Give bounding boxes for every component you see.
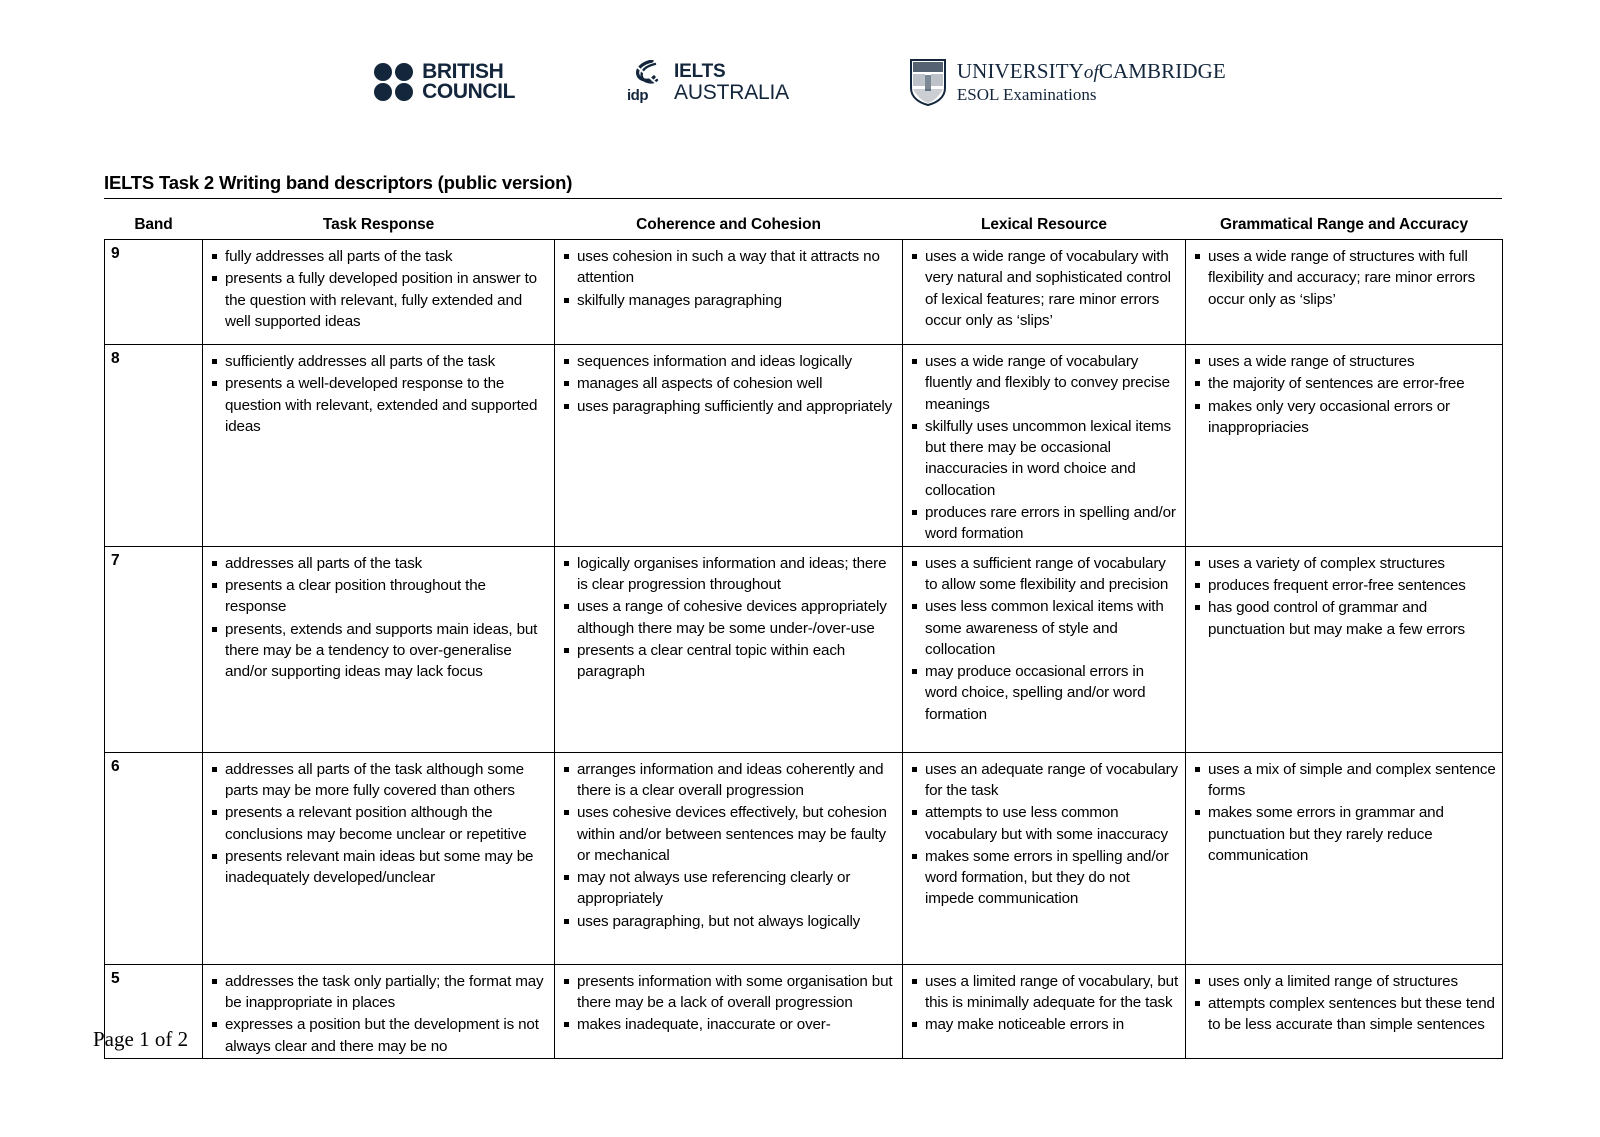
band-score-cell: 6	[105, 752, 203, 964]
descriptor-item: skilfully manages paragraphing	[577, 290, 896, 311]
descriptor-item: presents a fully developed position in answer to the question with relevant, fully extended and well supported ideas	[225, 268, 548, 332]
lexical-resource-list	[903, 753, 1185, 910]
band-score-cell: 9	[105, 240, 203, 345]
task-response-cell	[203, 240, 555, 345]
descriptor-item: uses a variety of complex structures	[1208, 553, 1496, 574]
descriptor-item: presents a well-developed response to the question with relevant, extended and supported ideas	[225, 373, 548, 437]
grammatical-range-cell	[1186, 964, 1503, 1058]
coherence-cohesion-list	[555, 240, 902, 311]
idp-swoosh-icon	[633, 60, 659, 88]
descriptor-item: uses a range of cohesive devices appropriately although there may be some under-/over-use	[577, 596, 896, 639]
logo-bar	[0, 48, 1600, 116]
task-response-list	[203, 753, 554, 889]
descriptor-item: has good control of grammar and punctuation but may make a few errors	[1208, 597, 1496, 640]
title-divider	[104, 198, 1502, 199]
column-header-coherence-cohesion: Coherence and Cohesion	[636, 216, 821, 233]
task-response-cell	[203, 546, 555, 752]
coherence-cohesion-cell	[555, 240, 903, 345]
lexical-resource-list	[903, 547, 1185, 725]
task-response-cell	[203, 345, 555, 547]
descriptor-item: uses a wide range of structures with full flexibility and accuracy; rare minor errors occur only as ‘slips’	[1208, 246, 1496, 310]
table-row	[105, 240, 1503, 345]
descriptor-item: presents a clear central topic within each paragraph	[577, 640, 896, 683]
descriptor-item: addresses all parts of the task although some parts may be more fully covered than others	[225, 759, 548, 802]
grammatical-range-cell	[1186, 546, 1503, 752]
descriptor-item: uses cohesion in such a way that it attracts no attention	[577, 246, 896, 289]
task-response-list	[203, 345, 554, 437]
grammatical-range-list	[1186, 753, 1502, 866]
cambridge-esol-logo	[909, 58, 1226, 106]
descriptor-item: presents, extends and supports main ideas, but there may be a tendency to over-generalise and/or supporting ideas may lack focus	[225, 619, 548, 683]
table-header-row	[105, 216, 1503, 240]
grammatical-range-cell	[1186, 345, 1503, 547]
column-header-task-response: Task Response	[322, 216, 435, 233]
british-council-line2: COUNCIL	[422, 80, 516, 103]
lexical-resource-cell	[903, 964, 1186, 1058]
lexical-resource-list	[903, 965, 1185, 1036]
idp-ielts-australia-logo	[627, 60, 789, 104]
descriptor-item: skilfully uses uncommon lexical items but there may be occasional inaccuracies in word choice and collocation	[925, 416, 1179, 501]
task-response-list	[203, 240, 554, 332]
descriptor-item: sufficiently addresses all parts of the task	[225, 351, 548, 372]
coherence-cohesion-cell	[555, 964, 903, 1058]
idp-mark-icon	[627, 60, 667, 104]
cambridge-shield-icon	[909, 58, 947, 106]
grammatical-range-cell	[1186, 240, 1503, 345]
descriptor-item: uses paragraphing sufficiently and appropriately	[577, 396, 896, 417]
page-title: IELTS Task 2 Writing band descriptors (public version)	[104, 172, 573, 193]
descriptor-item: logically organises information and ideas; there is clear progression throughout	[577, 553, 896, 596]
grammatical-range-list	[1186, 965, 1502, 1036]
task-response-list	[203, 547, 554, 683]
coherence-cohesion-list	[555, 345, 902, 417]
lexical-resource-list	[903, 345, 1185, 545]
descriptor-item: presents a relevant position although the conclusions may become unclear or repetitive	[225, 802, 548, 845]
cambridge-line1	[957, 59, 1226, 85]
descriptor-item: uses a wide range of vocabulary with very natural and sophisticated control of lexical features; rare minor errors occur only as ‘slips’	[925, 246, 1179, 331]
descriptor-item: produces frequent error-free sentences	[1208, 575, 1496, 596]
table-header	[105, 216, 1503, 240]
table-body	[105, 240, 1503, 1059]
coherence-cohesion-cell	[555, 752, 903, 964]
descriptor-item: makes some errors in grammar and punctuation but they rarely reduce communication	[1208, 802, 1496, 866]
british-council-logo	[374, 62, 515, 102]
task-response-cell	[203, 964, 555, 1058]
ielts-australia-wordmark	[674, 61, 789, 103]
coherence-cohesion-list	[555, 753, 902, 932]
descriptor-item: makes only very occasional errors or inappropriacies	[1208, 396, 1496, 439]
lexical-resource-cell	[903, 752, 1186, 964]
british-council-dots-icon	[374, 63, 413, 101]
column-header-grammatical-range: Grammatical Range and Accuracy	[1220, 216, 1468, 233]
ielts-label: IELTS	[674, 61, 726, 82]
descriptor-item: uses paragraphing, but not always logically	[577, 911, 896, 932]
descriptor-item: uses only a limited range of structures	[1208, 971, 1496, 992]
grammatical-range-list	[1186, 345, 1502, 438]
column-header-band: Band	[134, 216, 173, 233]
page-footer: Page 1 of 2	[93, 1027, 189, 1051]
coherence-cohesion-cell	[555, 345, 903, 547]
grammatical-range-cell	[1186, 752, 1503, 964]
descriptor-item: uses an adequate range of vocabulary for the task	[925, 759, 1179, 802]
grammatical-range-list	[1186, 547, 1502, 640]
descriptor-item: presents relevant main ideas but some may be inadequately developed/unclear	[225, 846, 548, 889]
coherence-cohesion-list	[555, 547, 902, 683]
table-row	[105, 345, 1503, 547]
lexical-resource-cell	[903, 546, 1186, 752]
task-response-cell	[203, 752, 555, 964]
descriptor-item: sequences information and ideas logically	[577, 351, 896, 372]
task-response-list	[203, 965, 554, 1057]
band-score-cell: 5	[105, 964, 203, 1058]
descriptor-item: makes inadequate, inaccurate or over-	[577, 1014, 896, 1035]
band-score-cell: 7	[105, 546, 203, 752]
lexical-resource-cell	[903, 240, 1186, 345]
descriptor-item: presents information with some organisation but there may be a lack of overall progression	[577, 971, 896, 1014]
descriptor-item: expresses a position but the development is not always clear and there may be no	[225, 1014, 548, 1057]
descriptor-item: addresses the task only partially; the format may be inappropriate in places	[225, 971, 548, 1014]
descriptor-item: may produce occasional errors in word choice, spelling and/or word formation	[925, 661, 1179, 725]
grammatical-range-list	[1186, 240, 1502, 310]
descriptor-item: uses cohesive devices effectively, but cohesion within and/or between sentences may be faulty or mechanical	[577, 802, 896, 866]
column-header-lexical-resource: Lexical Resource	[981, 216, 1107, 233]
descriptor-item: attempts to use less common vocabulary but with some inaccuracy	[925, 802, 1179, 845]
coherence-cohesion-list	[555, 965, 902, 1036]
descriptor-item: presents a clear position throughout the response	[225, 575, 548, 618]
descriptor-item: fully addresses all parts of the task	[225, 246, 548, 267]
descriptor-item: uses a limited range of vocabulary, but this is minimally adequate for the task	[925, 971, 1179, 1014]
idp-wordmark: idp	[627, 87, 649, 104]
coherence-cohesion-cell	[555, 546, 903, 752]
lexical-resource-cell	[903, 345, 1186, 547]
descriptor-item: uses less common lexical items with some awareness of style and collocation	[925, 596, 1179, 660]
descriptor-item: attempts complex sentences but these tend to be less accurate than simple sentences	[1208, 993, 1496, 1036]
descriptor-item: uses a wide range of vocabulary fluently and flexibly to convey precise meanings	[925, 351, 1179, 415]
british-council-wordmark	[422, 62, 515, 102]
cambridge-of-label: of	[1083, 62, 1099, 83]
descriptor-item: makes some errors in spelling and/or word formation, but they do not impede communication	[925, 846, 1179, 910]
descriptor-item: uses a mix of simple and complex sentence forms	[1208, 759, 1496, 802]
descriptor-item: produces rare errors in spelling and/or word formation	[925, 502, 1179, 545]
descriptor-item: may make noticeable errors in	[925, 1014, 1179, 1035]
band-descriptors-table	[104, 216, 1503, 1059]
descriptor-item: addresses all parts of the task	[225, 553, 548, 574]
cambridge-university-label: UNIVERSITY	[956, 59, 1084, 83]
table-row	[105, 546, 1503, 752]
table-row	[105, 964, 1503, 1058]
descriptor-item: the majority of sentences are error-free	[1208, 373, 1496, 394]
cambridge-line2: ESOL Examinations	[956, 85, 1097, 104]
cambridge-wordmark	[957, 59, 1226, 105]
band-score-cell: 8	[105, 345, 203, 547]
lexical-resource-list	[903, 240, 1185, 331]
cambridge-city-label: CAMBRIDGE	[1098, 59, 1226, 83]
british-council-line1: BRITISH	[422, 60, 504, 83]
descriptor-item: manages all aspects of cohesion well	[577, 373, 896, 394]
descriptor-item: uses a wide range of structures	[1208, 351, 1496, 372]
australia-label: AUSTRALIA	[674, 81, 789, 104]
descriptor-item: arranges information and ideas coherently and there is a clear overall progression	[577, 759, 896, 802]
table-row	[105, 752, 1503, 964]
descriptor-item: may not always use referencing clearly or appropriately	[577, 867, 896, 910]
descriptor-item: uses a sufficient range of vocabulary to allow some flexibility and precision	[925, 553, 1179, 596]
